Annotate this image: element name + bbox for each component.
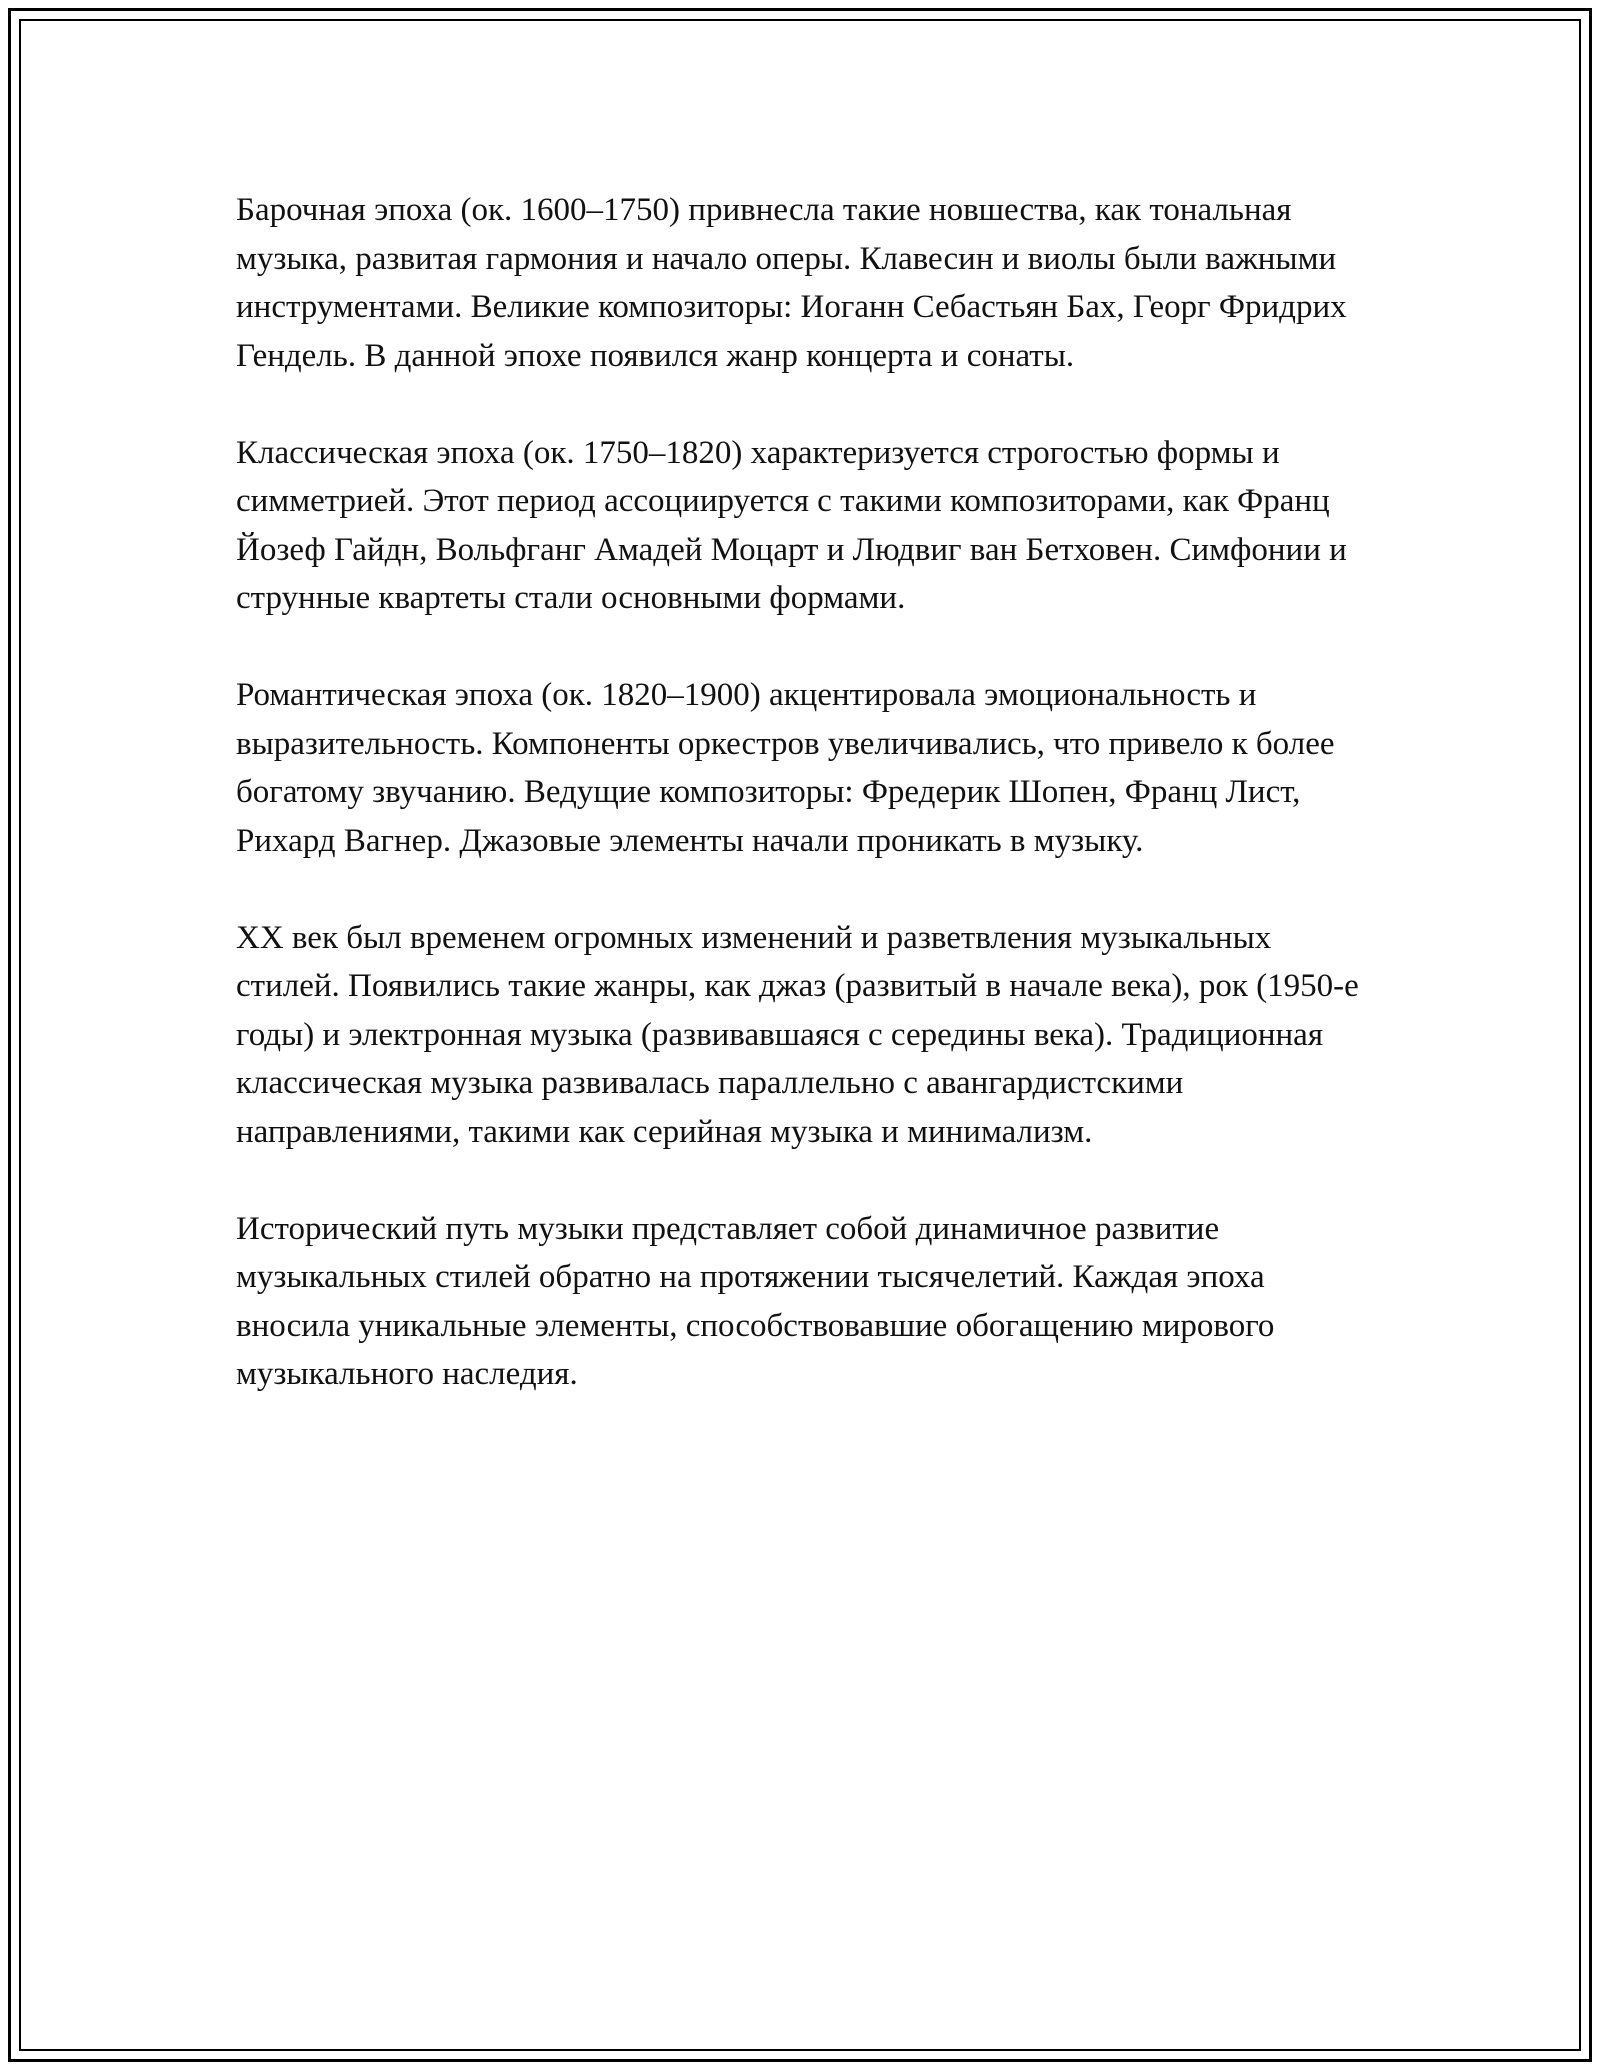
paragraph-romantic: Романтическая эпоха (ок. 1820–1900) акцентировала эмоциональность и выразительность. Компоненты оркестров увеличивались, что привело к более богатому звучанию. Ведущие композиторы: Фредерик Шопен, Франц Лист, Рихард Вагнер. Джазовые элементы начали проникать в музыку. [236,677,1335,859]
paragraph-baroque: Барочная эпоха (ок. 1600–1750) привнесла такие новшества, как тональная музыка, развитая гармония и начало оперы. Клавесин и виолы были важными инструментами. Великие композиторы: Иоганн Себастьян Бах, Георг Фридрих Гендель. В данной эпохе появился жанр концерта и сонаты. [236,192,1347,374]
paragraph-conclusion: Исторический путь музыки представляет собой динамичное развитие музыкальных стилей обратно на протяжении тысячелетий. Каждая эпоха вносила уникальные элементы, способствовавшие обогащению мирового музыкального наследия. [236,1210,1275,1392]
paragraph-classical: Классическая эпоха (ок. 1750–1820) характеризуется строгостью формы и симметрией. Этот период ассоциируется с такими композиторами, как Франц Йозеф Гайдн, Вольфганг Амадей Моцарт и Людвиг ван Бетховен. Симфонии и струнные квартеты стали основными формами. [236,434,1347,616]
document-body [236,186,1376,1447]
paragraph-twentieth-century: XX век был временем огромных изменений и разветвления музыкальных стилей. Появились такие жанры, как джаз (развитый в начале века), рок (1950-е годы) и электронная музыка (развивавшаяся с середины века). Традиционная классическая музыка развивалась параллельно с авангардистскими направлениями, такими как серийная музыка и минимализм. [236,919,1359,1150]
